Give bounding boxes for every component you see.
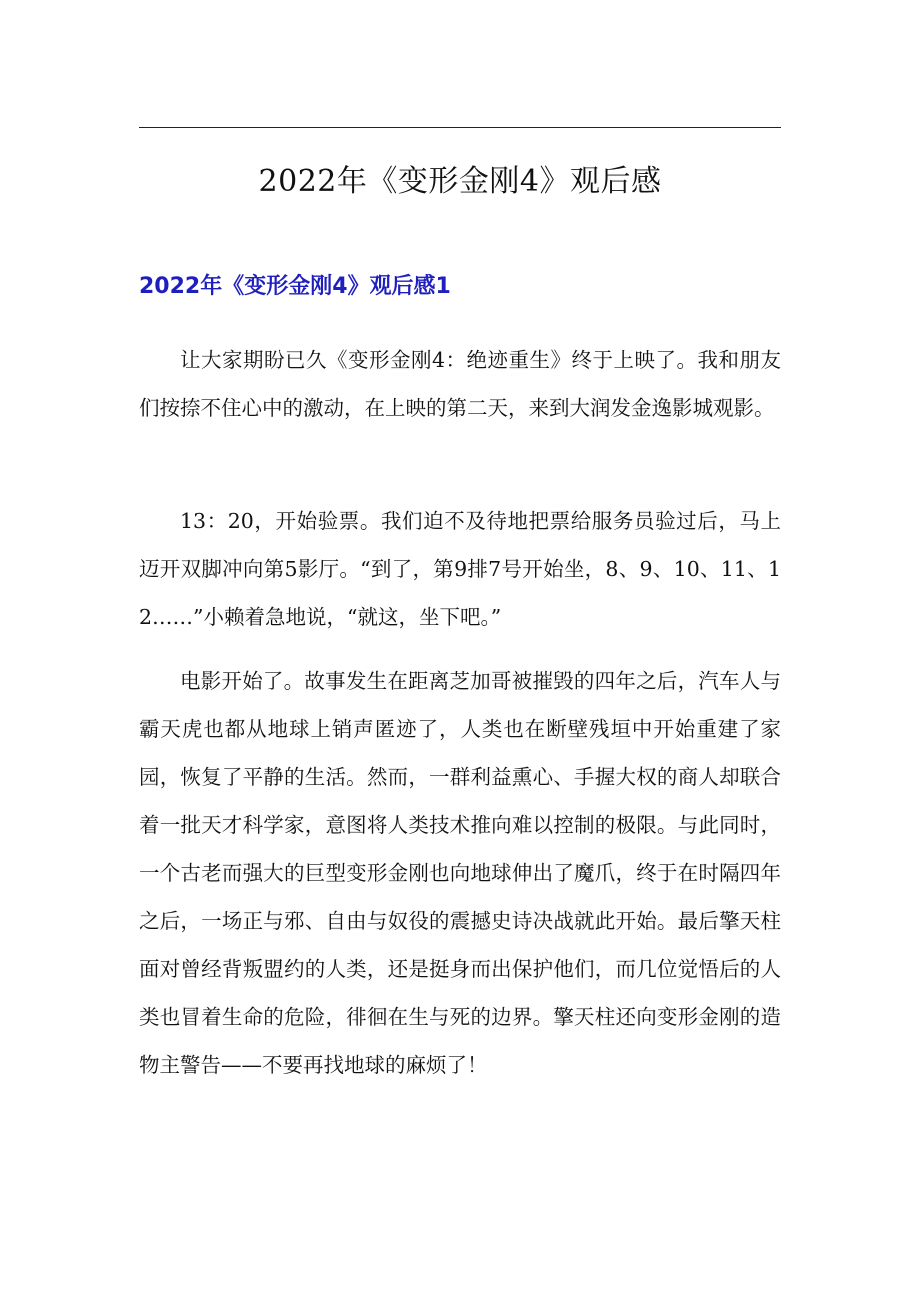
document-title: 2022年《变形金刚4》观后感: [258, 164, 662, 199]
header-rule: [139, 127, 781, 128]
paragraph-3: 电影开始了。故事发生在距离芝加哥被摧毁的四年之后，汽车人与霸天虎也都从地球上销声匿迹了，人类也在断壁残垣中开始重建了家园，恢复了平静的生活。然而，一群利益熏心、手握大权的商人却联合着一批天才科学家，意图将人类技术推向难以控制的极限。与此同时，一个古老而强大的巨型变形金刚也向地球伸出了魔爪，终于在时隔四年之后，一场正与邪、自由与奴役的震撼史诗决战就此开始。最后擎天柱面对曾经背叛盟约的人类，还是挺身而出保护他们，而几位觉悟后的人类也冒着生命的危险，徘徊在生与死的边界。擎天柱还向变形金刚的造物主警告——不要再找地球的麻烦了！: [139, 669, 781, 1077]
paragraph-2: 13：20，开始验票。我们迫不及待地把票给服务员验过后，马上迈开双脚冲向第5影厅。“到了，第9排7号开始坐，8、9、10、11、12……”小赖着急地说，“就这，坐下吧。”: [139, 509, 781, 629]
section-heading: 2022年《变形金刚4》观后感1: [139, 274, 451, 299]
paragraph-1: 让大家期盼已久《变形金刚4：绝迹重生》终于上映了。我和朋友们按捺不住心中的激动，在上映的第二天，来到大润发金逸影城观影。: [139, 348, 781, 420]
